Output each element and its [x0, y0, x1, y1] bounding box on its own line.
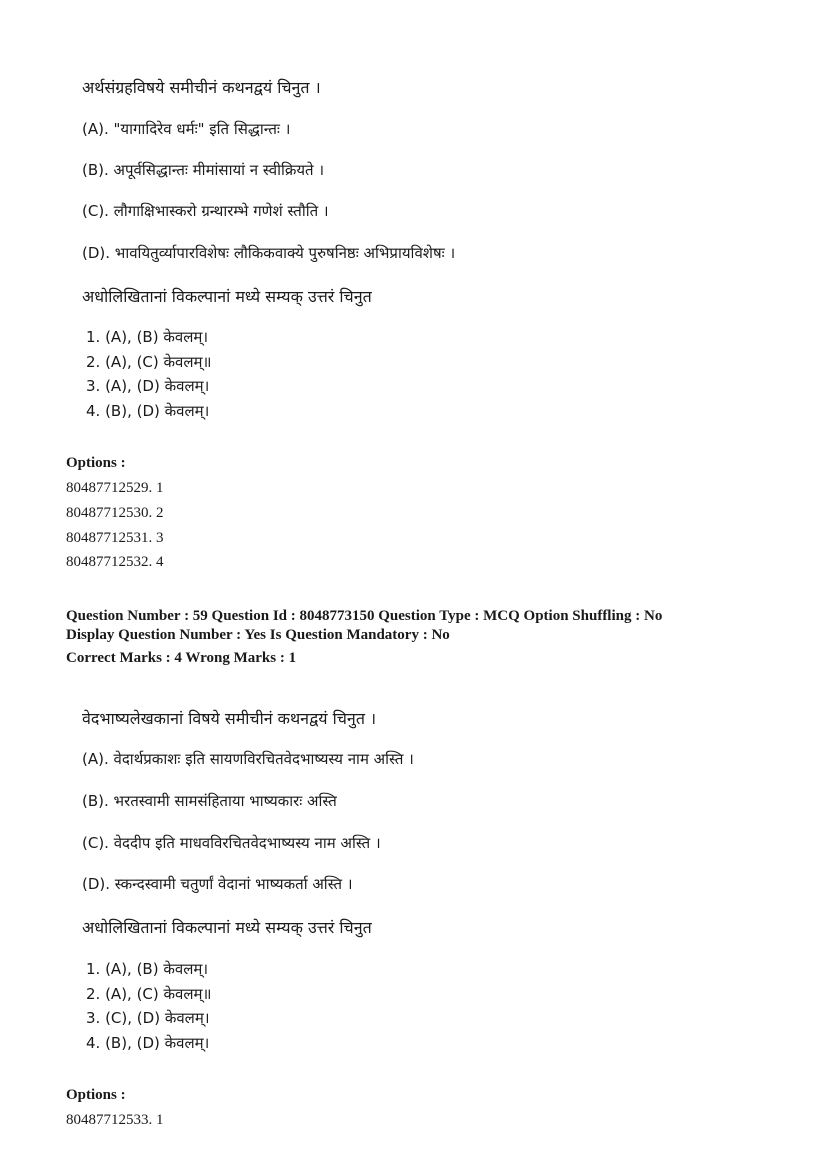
q58-statement-a: (A). "यागादिरेव धर्मः" इति सिद्धान्तः । — [82, 120, 291, 138]
q59-statement-d: (D). स्कन्दस्वामी चतुर्णां वेदानां भाष्यकर्ता अस्ति । — [82, 875, 353, 893]
q59-choice-2: 2. (A), (C) केवलम्॥ — [86, 985, 212, 1003]
q58-choice-4: 4. (B), (D) केवलम्। — [86, 402, 210, 420]
q59-statement-a: (A). वेदार्थप्रकाशः इति सायणविरचितवेदभाष्यस्य नाम अस्ति । — [82, 750, 414, 768]
q59-meta-line1: Question Number : 59 Question Id : 8048773150 Question Type : MCQ Option Shuffling : No — [66, 608, 663, 624]
q59-choice-1: 1. (A), (B) केवलम्। — [86, 960, 209, 978]
q59-statement-b: (B). भरतस्वामी सामसंहिताया भाष्यकारः अस्ति — [82, 792, 337, 810]
q58-choice-3: 3. (A), (D) केवलम्। — [86, 377, 210, 395]
q59-option-1: 80487712533. 1 — [66, 1112, 164, 1128]
q59-meta-line2: Display Question Number : Yes Is Question Mandatory : No — [66, 627, 450, 643]
q58-options-label: Options : — [66, 455, 126, 471]
q59-options-label: Options : — [66, 1087, 126, 1103]
q58-option-4: 80487712532. 4 — [66, 554, 164, 570]
q58-choice-2: 2. (A), (C) केवलम्॥ — [86, 353, 212, 371]
q59-statement-c: (C). वेददीप इति माधवविरचितवेदभाष्यस्य नाम अस्ति । — [82, 834, 381, 852]
q58-statement-c: (C). लौगाक्षिभास्करो ग्रन्थारम्भे गणेशं स्तौति । — [82, 202, 329, 220]
q59-choice-3: 3. (C), (D) केवलम्। — [86, 1009, 210, 1027]
q58-statement-b: (B). अपूर्वसिद्धान्तः मीमांसायां न स्वीक्रियते । — [82, 161, 325, 179]
q58-choice-1: 1. (A), (B) केवलम्। — [86, 328, 209, 346]
q58-statement-d: (D). भावयितुर्व्यापारविशेषः लौकिकवाक्ये पुरुषनिष्ठः अभिप्रायविशेषः । — [82, 244, 456, 262]
q59-meta-line3: Correct Marks : 4 Wrong Marks : 1 — [66, 650, 297, 666]
q58-stem: अर्थसंग्रहविषये समीचीनं कथनद्वयं चिनुत । — [82, 78, 321, 97]
q59-choice-4: 4. (B), (D) केवलम्। — [86, 1034, 210, 1052]
q58-option-1: 80487712529. 1 — [66, 480, 164, 496]
q59-stem: वेदभाष्यलेखकानां विषये समीचीनं कथनद्वयं चिनुत । — [82, 709, 377, 728]
q58-option-3: 80487712531. 3 — [66, 530, 164, 546]
q58-instruction: अधोलिखितानां विकल्पानां मध्ये सम्यक् उत्तरं चिनुत — [82, 287, 372, 306]
q58-option-2: 80487712530. 2 — [66, 505, 164, 521]
q59-instruction: अधोलिखितानां विकल्पानां मध्ये सम्यक् उत्तरं चिनुत — [82, 918, 372, 937]
